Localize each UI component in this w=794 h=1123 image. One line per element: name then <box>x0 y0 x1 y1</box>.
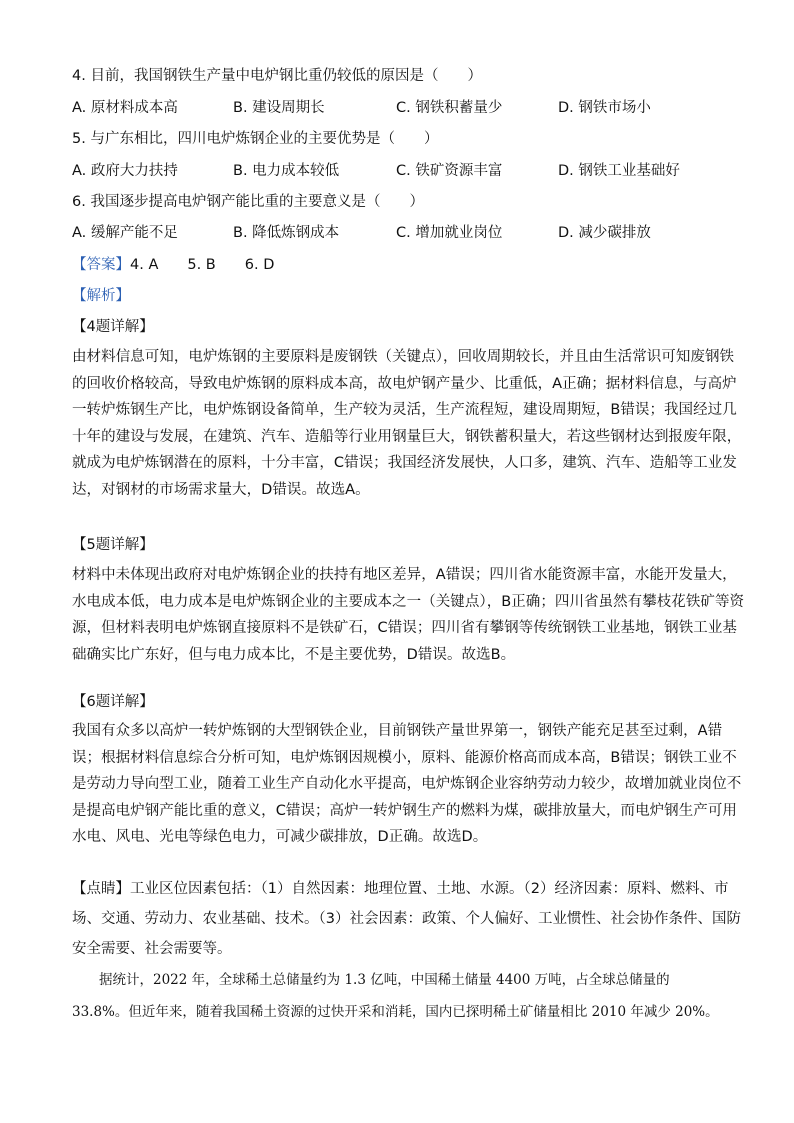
detail-4-line: 的回收价格较高，导致电炉炼钢的原料成本高，故电炉钢产量少、比重低，A正确；据材料信息，与高炉 <box>72 375 737 392</box>
detail-6-title: 【6题详解】 <box>72 694 154 710</box>
detail-4-line: 就成为电炉炼钢潜在的原料，十分丰富，C错误；我国经济发展快，人口多，建筑、汽车、造船等工业发 <box>72 455 737 471</box>
question-6-options <box>72 223 752 243</box>
q6-option-c: C. 增加就业岗位 <box>396 225 503 241</box>
tip-line: 场、交通、劳动力、农业基础、技术。（3）社会因素：政策、个人偏好、工业惯性、社会协作条件、国防 <box>72 911 741 927</box>
detail-6-body <box>72 718 742 851</box>
detail-6-line: 是提高电炉钢产能比重的意义，C错误；高炉一转炉钢生产的燃料为煤，碳排放量大，而电炉钢生产可用 <box>72 802 737 819</box>
answer-text: 4. A 5. B 6. D <box>130 257 275 273</box>
question-5-stem: 5. 与广东相比，四川电炉炼钢企业的主要优势是（ ） <box>72 131 439 147</box>
q5-option-b: B. 电力成本较低 <box>233 163 340 179</box>
detail-6-line: 误；根据材料信息综合分析可知，电炉炼钢因规模小，原料、能源价格高而成本高，B错误；钢铁工业不 <box>72 749 737 766</box>
detail-4-line: 由材料信息可知，电炉炼钢的主要原料是废钢铁（关键点），回收周期较长，并且由生活常识可知废钢铁 <box>72 349 735 365</box>
detail-6-line: 是劳动力导向型工业，随着工业生产自动化水平提高，电炉炼钢企业容纳劳动力较少，故增加就业岗位不 <box>72 776 742 792</box>
question-6-stem: 6. 我国逐步提高电炉钢产能比重的主要意义是（ ） <box>72 194 424 210</box>
detail-6-line: 水电、风电、光电等绿色电力，可减少碳排放，D正确。故选D。 <box>72 829 488 845</box>
q4-option-c: C. 钢铁积蓄量少 <box>396 100 503 116</box>
tip-line: 【点睛】工业区位因素包括：（1）自然因素：地理位置、土地、水源。（2）经济因素：原料、燃料、市 <box>72 881 729 897</box>
question-5-options <box>72 161 752 181</box>
q5-option-c: C. 铁矿资源丰富 <box>396 163 503 179</box>
tip-line: 安全需要、社会需要等。 <box>72 941 232 957</box>
question-4-stem: 4. 目前，我国钢铁生产量中电炉钢比重仍较低的原因是（ ） <box>72 68 482 84</box>
answer-label: 【答案】 <box>72 257 130 273</box>
material-line: 33.8%。但近年来，随着我国稀土资源的过快开采和消耗，国内已探明稀土矿储量相比 2010 年减少 20%。 <box>72 1004 719 1020</box>
detail-4-title: 【4题详解】 <box>72 319 154 335</box>
detail-5-line: 材料中未体现出政府对电炉炼钢企业的扶持有地区差异，A错误；四川省水能资源丰富，水能开发量大， <box>72 567 737 583</box>
material-line: 据统计，2022 年，全球稀土总储量约为 1.3 亿吨，中国稀土储量 4400 万吨，占全球总储量的 <box>99 972 670 988</box>
question-4-options <box>72 98 752 118</box>
detail-6-line: 我国有众多以高炉一转炉炼钢的大型钢铁企业，目前钢铁产量世界第一，钢铁产能充足甚至过剩，A错 <box>72 723 723 739</box>
detail-5-line: 源，但材料表明电炉炼钢直接原料不是铁矿石，C错误；四川省有攀钢等传统钢铁工业基地，钢铁工业基 <box>72 620 737 636</box>
tip-block <box>72 874 741 964</box>
analysis-label: 【解析】 <box>72 288 130 304</box>
q6-option-b: B. 降低炼钢成本 <box>233 225 340 241</box>
q4-option-b: B. 建设周期长 <box>233 100 325 116</box>
detail-5-title: 【5题详解】 <box>72 537 154 553</box>
q5-option-d: D. 钢铁工业基础好 <box>558 163 680 179</box>
q5-option-a: A. 政府大力扶持 <box>72 163 178 179</box>
q6-option-a: A. 缓解产能不足 <box>72 225 178 241</box>
detail-5-line: 础确实比广东好，但与电力成本比，不是主要优势，D错误。故选B。 <box>72 646 516 663</box>
q6-option-d: D. 减少碳排放 <box>558 225 651 241</box>
detail-4-line: 十年的建设与发展，在建筑、汽车、造船等行业用钢量巨大，钢铁蓄积量大，若这些钢材达到报废年限， <box>72 428 742 445</box>
q4-option-d: D. 钢铁市场小 <box>558 100 651 116</box>
detail-4-body <box>72 344 742 503</box>
answer-line <box>72 255 274 275</box>
detail-5-body <box>72 562 745 668</box>
detail-4-line: 一转炉炼钢生产比，电炉炼钢设备简单，生产较为灵活，生产流程短，建设周期短，B错误；我国经过几 <box>72 402 737 418</box>
q4-option-a: A. 原材料成本高 <box>72 100 178 116</box>
material-paragraph <box>72 964 724 1028</box>
detail-5-line: 水电成本低，电力成本是电炉炼钢企业的主要成本之一（关键点），B正确；四川省虽然有攀枝花铁矿等资 <box>72 593 745 610</box>
detail-4-line: 达，对钢材的市场需求量大，D错误。故选A。 <box>72 481 370 498</box>
